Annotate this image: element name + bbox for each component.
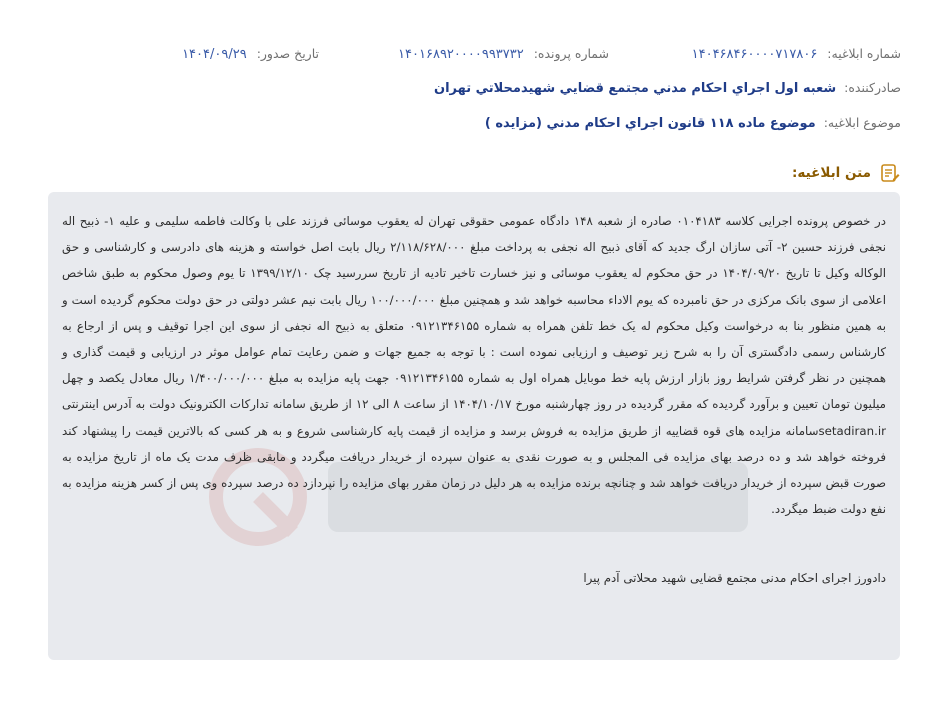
notice-number-label: شماره ابلاغیه: — [827, 46, 901, 61]
case-number-label: شماره پرونده: — [533, 46, 609, 61]
issuer-value: شعبه اول اجراي احكام مدني مجتمع قضايي شهيدمحلاتي تهران — [434, 81, 837, 96]
issuer-label: صادرکننده: — [844, 80, 901, 95]
issue-date-label: تاریخ صدور: — [256, 46, 319, 61]
subject-value: موضوع ماده ۱۱۸ قانون اجراي احكام مدني (مزايده ) — [484, 116, 816, 131]
issuer-line — [434, 80, 901, 96]
notice-meta-row — [38, 46, 901, 68]
notice-text-heading — [792, 162, 901, 184]
document-edit-icon — [879, 162, 901, 184]
notice-signature: دادورز اجرای احکام مدنی مجتمع قضایی شهید محلاتی آدم پیرا — [583, 571, 886, 585]
notice-text-title: متن ابلاغیه: — [792, 165, 871, 181]
issue-date — [182, 46, 319, 62]
notice-body-box — [48, 192, 900, 660]
notice-number-value: ۱۴۰۴۶۸۴۶۰۰۰۰۷۱۷۸۰۶ — [691, 47, 818, 62]
notice-number — [692, 46, 901, 62]
subject-line — [485, 115, 901, 131]
case-number-value: ۱۴۰۱۶۸۹۲۰۰۰۰۹۹۳۷۳۲ — [398, 47, 524, 62]
issue-date-value: ۱۴۰۴/۰۹/۲۹ — [182, 47, 247, 62]
case-number — [398, 46, 609, 62]
notice-body-paragraph: در خصوص پرونده اجرایی کلاسه ۰۱۰۴۱۸۳ صادره از شعبه ۱۴۸ دادگاه عمومی حقوقی تهران له یعقوب موسائی فرزند علی با وکالت فاطمه سلیمی و علیه ۱- ذبیح اله نجفی فرزند حسین ۲- آتی سازان ارگ جدید که آقای ذبیح اله نجفی به پرداخت مبلغ ۲/۱۱۸/۶۲۸/۰۰۰ ریال بابت اصل خواسته و هزینه های دادرسی و کارشناسی و حق الوکاله وکیل تا تاریخ ۱۴۰۴/۰۹/۲۰ در حق محکوم له یعقوب موسائی و نیز خسارت تاخیر تادیه از تاریخ سررسید چک ۱۳۹۹/۱۲/۱۰ تا یوم وصول محکوم به طبق شاخص اعلامی از سوی بانک مرکزی در حق نامبرده که یوم الاداء محاسبه خواهد شد و همچنین مبلغ ۱۰۰/۰۰۰/۰۰۰ ریال بابت نیم عشر دولتی در حق دولت محکوم گردیده است و به همین منظور بنا به درخواست وکیل محکوم له یک خط تلفن همراه به شماره ۰۹۱۲۱۳۴۶۱۵۵ متعلق به ذبیح اله نجفی از سوی این اجرا توقیف و پس از ارجاع به کارشناس رسمی دادگستری آن را به شرح زیر توصیف و ارزیابی نموده است : با توجه به جمیع جهات و ضمن رعایت تمام عوامل موثر در ارزیابی و قیمت گذاری و همچنین در نظر گرفتن شرایط روز بازار ارزش پایه خط موبایل همراه اول به شماره ۰۹۱۲۱۳۴۶۱۵۵ جهت پایه مزایده به مبلغ ۱/۴۰۰/۰۰۰/۰۰۰ ریال معادل یکصد و چهل میلیون تومان تعیین و برآورد گردیده که مقرر گردیده در روز چهارشنبه مورخ ۱۴۰۴/۱۰/۱۷ از ساعت ۸ الی ۱۲ از طریق سامانه تدارکات الکترونیک دولت به آدرس اینترنتی setadiran.irسامانه مزایده های قوه قضاییه از طریق مزایده به فروش برسد و مزایده از قیمت پایه کارشناسی شروع و به هر کسی که بالاترین قیمت را پیشنهاد کند فروخته خواهد شد و ده درصد بهای مزایده فی المجلس و به صورت نقدی به عنوان سپرده از خریدار دریافت میگردد و مابقی ظرف مدت یک ماه از تاریخ مزایده به صورت قبض سپرده از خریدار دریافت خواهد شد و چنانچه برنده مزایده به هر دلیل در زمان مقرر بهای مزایده را نپردازد ده درصد سپرده وی پس از کسر هزینه مزایده به نفع دولت ضبط میگردد. — [62, 214, 887, 517]
subject-label: موضوع ابلاغیه: — [823, 115, 901, 130]
